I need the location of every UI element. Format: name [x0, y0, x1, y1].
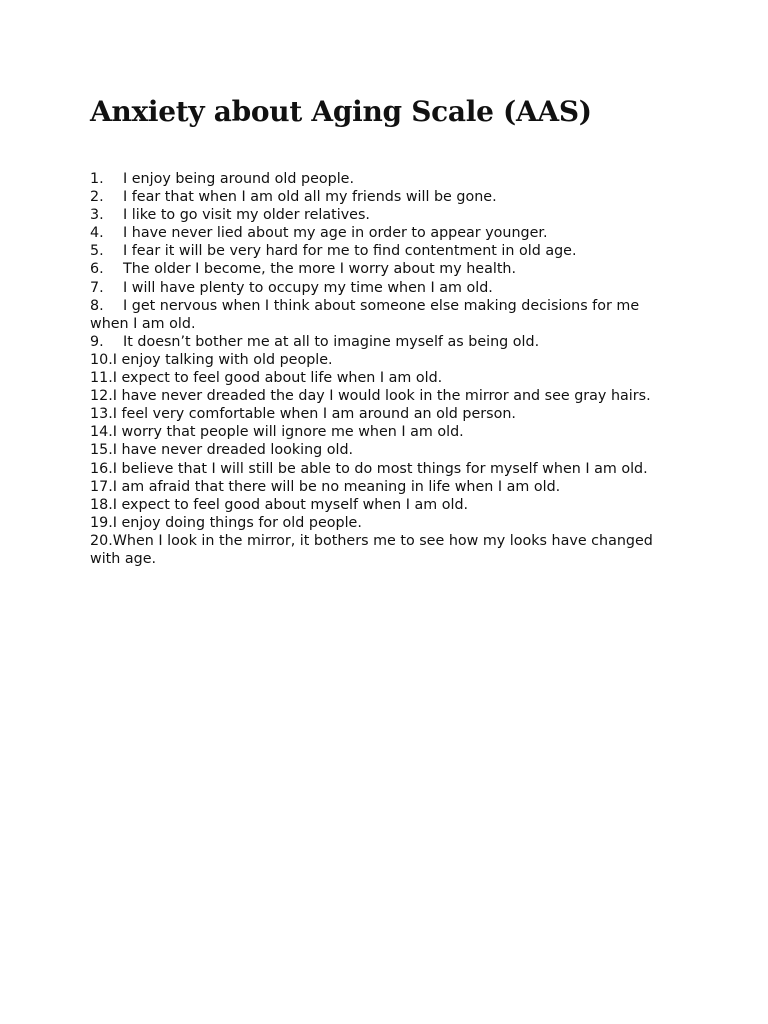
- list-item: [90, 333, 680, 351]
- document-title: Anxiety about Aging Scale (AAS): [90, 95, 592, 128]
- item-number: 7.: [90, 279, 104, 296]
- item-text: I get nervous when I think about someone else making decisions for me when I am old.: [90, 297, 640, 332]
- item-text: I am afraid that there will be no meaning in life when I am old.: [112, 478, 561, 495]
- list-item: [90, 297, 680, 333]
- item-number: 9.: [90, 333, 104, 350]
- item-text: The older I become, the more I worry about my health.: [123, 261, 517, 278]
- list-item: [90, 496, 680, 514]
- item-number: 15.: [90, 442, 113, 459]
- list-item: [90, 188, 680, 206]
- item-text: I have never dreaded looking old.: [112, 442, 354, 459]
- item-text: I enjoy doing things for old people.: [112, 514, 362, 531]
- list-item: [90, 514, 680, 532]
- list-item: [90, 387, 680, 405]
- item-number: 8.: [90, 297, 104, 314]
- item-text: I enjoy being around old people.: [123, 171, 355, 187]
- item-text: I enjoy talking with old people.: [112, 351, 333, 368]
- item-text: I worry that people will ignore me when I am old.: [112, 424, 464, 441]
- item-number: 3.: [90, 207, 104, 224]
- item-number: 5.: [90, 243, 104, 260]
- item-text: I expect to feel good about life when I am old.: [112, 370, 443, 387]
- list-item: [90, 242, 680, 260]
- item-number: 12.: [90, 388, 113, 405]
- item-number: 11.: [90, 370, 113, 387]
- item-text: I have never dreaded the day I would look in the mirror and see gray hairs.: [112, 388, 651, 405]
- list-item: [90, 423, 680, 441]
- item-text: I will have plenty to occupy my time when I am old.: [123, 279, 493, 296]
- item-text: When I look in the mirror, it bothers me to see how my looks have changed with age.: [90, 532, 653, 567]
- list-item: [90, 478, 680, 496]
- item-number: 13.: [90, 406, 113, 423]
- list-item: [90, 279, 680, 297]
- list-item: [90, 206, 680, 224]
- item-text: I believe that I will still be able to do most things for myself when I am old.: [112, 460, 648, 477]
- item-number: 1.: [90, 171, 104, 187]
- item-text: I fear it will be very hard for me to find contentment in old age.: [123, 243, 577, 260]
- list-item: [90, 260, 680, 278]
- list-item: [90, 369, 680, 387]
- item-number: 6.: [90, 261, 104, 278]
- item-number: 17.: [90, 478, 113, 495]
- list-item: [90, 405, 680, 423]
- list-item: [90, 532, 680, 568]
- item-number: 16.: [90, 460, 113, 477]
- item-number: 10.: [90, 351, 113, 368]
- list-item: [90, 441, 680, 459]
- item-text: I have never lied about my age in order to appear younger.: [123, 225, 548, 242]
- item-number: 2.: [90, 189, 104, 206]
- list-item: [90, 170, 680, 188]
- item-text: It doesn’t bother me at all to imagine myself as being old.: [123, 333, 540, 350]
- item-text: I fear that when I am old all my friends will be gone.: [123, 189, 497, 206]
- item-number: 4.: [90, 225, 104, 242]
- item-text: I like to go visit my older relatives.: [123, 207, 370, 224]
- list-item: [90, 351, 680, 369]
- list-item: [90, 460, 680, 478]
- item-text: I feel very comfortable when I am around an old person.: [112, 406, 516, 423]
- question-list: [90, 170, 680, 568]
- item-number: 19.: [90, 514, 113, 531]
- item-number: 18.: [90, 496, 113, 513]
- list-item: [90, 224, 680, 242]
- item-text: I expect to feel good about myself when I am old.: [112, 496, 469, 513]
- item-number: 14.: [90, 424, 113, 441]
- item-number: 20.: [90, 532, 113, 549]
